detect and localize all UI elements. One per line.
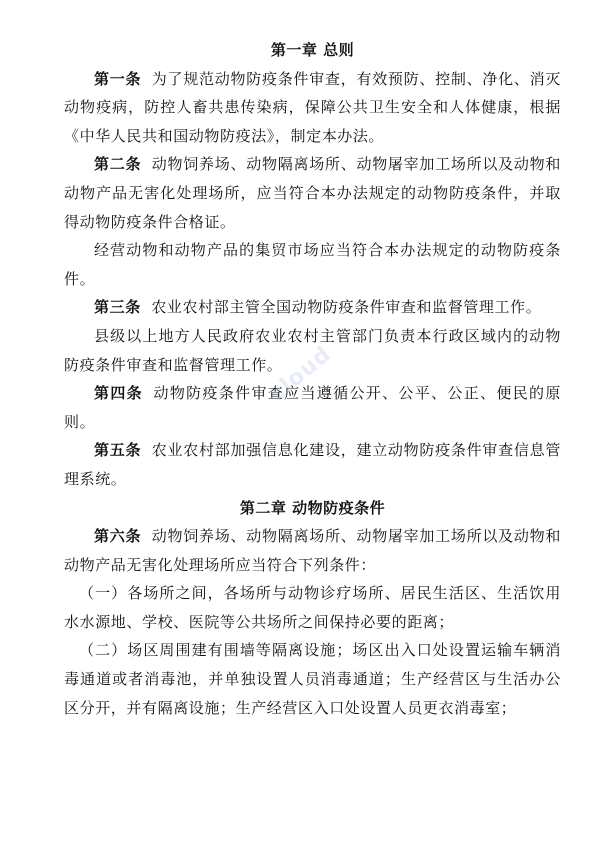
article-3-label: 第三条 <box>94 298 141 317</box>
article-3-paragraph-2: 县级以上地方人民政府农业农村主管部门负责本行政区域内的动物防疫条件审查和监督管理工作。 <box>64 326 561 374</box>
article-3 <box>64 293 561 322</box>
article-2 <box>64 150 561 236</box>
article-6-text: 动物饲养场、动物隔离场所、动物屠宰加工场所以及动物和动物产品无害化处理场所应当符合下列条件： <box>64 527 561 574</box>
article-5 <box>64 436 561 493</box>
article-3-text: 农业农村部主管全国动物防疫条件审查和监督管理工作。 <box>151 298 542 317</box>
article-6-label: 第六条 <box>94 527 142 546</box>
article-2-label: 第二条 <box>94 155 142 174</box>
article-1-label: 第一条 <box>94 69 142 88</box>
article-2-paragraph-2: 经营动物和动物产品的集贸市场应当符合本办法规定的动物防疫条件。 <box>64 241 561 288</box>
article-4-label: 第四条 <box>94 384 143 403</box>
chapter-2-title: 第二章 动物防疫条件 <box>239 498 386 517</box>
article-2-text: 动物饲养场、动物隔离场所、动物屠宰加工场所以及动物和动物产品无害化处理场所，应当符合本办法规定的动物防疫条件，并取得动物防疫条件合格证。 <box>64 155 561 231</box>
article-6-item-2: （二）场区周围建有围墙等隔离设施；场区出入口处设置运输车辆消毒通道或者消毒池，并单独设置人员消毒通道；生产经营区与生活办公区分开，并有隔离设施；生产经营区入口处设置人员更衣消毒室； <box>64 641 561 717</box>
article-6-item-1: （一）各场所之间，各场所与动物诊疗场所、居民生活区、生活饮用水水源地、学校、医院等公共场所之间保持必要的距离； <box>64 584 561 631</box>
article-5-label: 第五条 <box>94 441 142 460</box>
article-5-text: 农业农村部加强信息化建设，建立动物防疫条件审查信息管理系统。 <box>64 441 561 488</box>
article-1-text: 为了规范动物防疫条件审查，有效预防、控制、净化、消灭动物疫病，防控人畜共患传染病，保障公共卫生安全和人体健康，根据《中华人民共和国动物防疫法》，制定本办法。 <box>64 69 561 145</box>
chapter-1-title: 第一章 总则 <box>270 41 355 59</box>
article-4-text: 动物防疫条件审查应当遵循公开、公平、公正、便民的原则。 <box>64 384 561 431</box>
article-1 <box>64 65 561 151</box>
article-6 <box>64 522 561 579</box>
watermark: cloud <box>265 341 337 408</box>
